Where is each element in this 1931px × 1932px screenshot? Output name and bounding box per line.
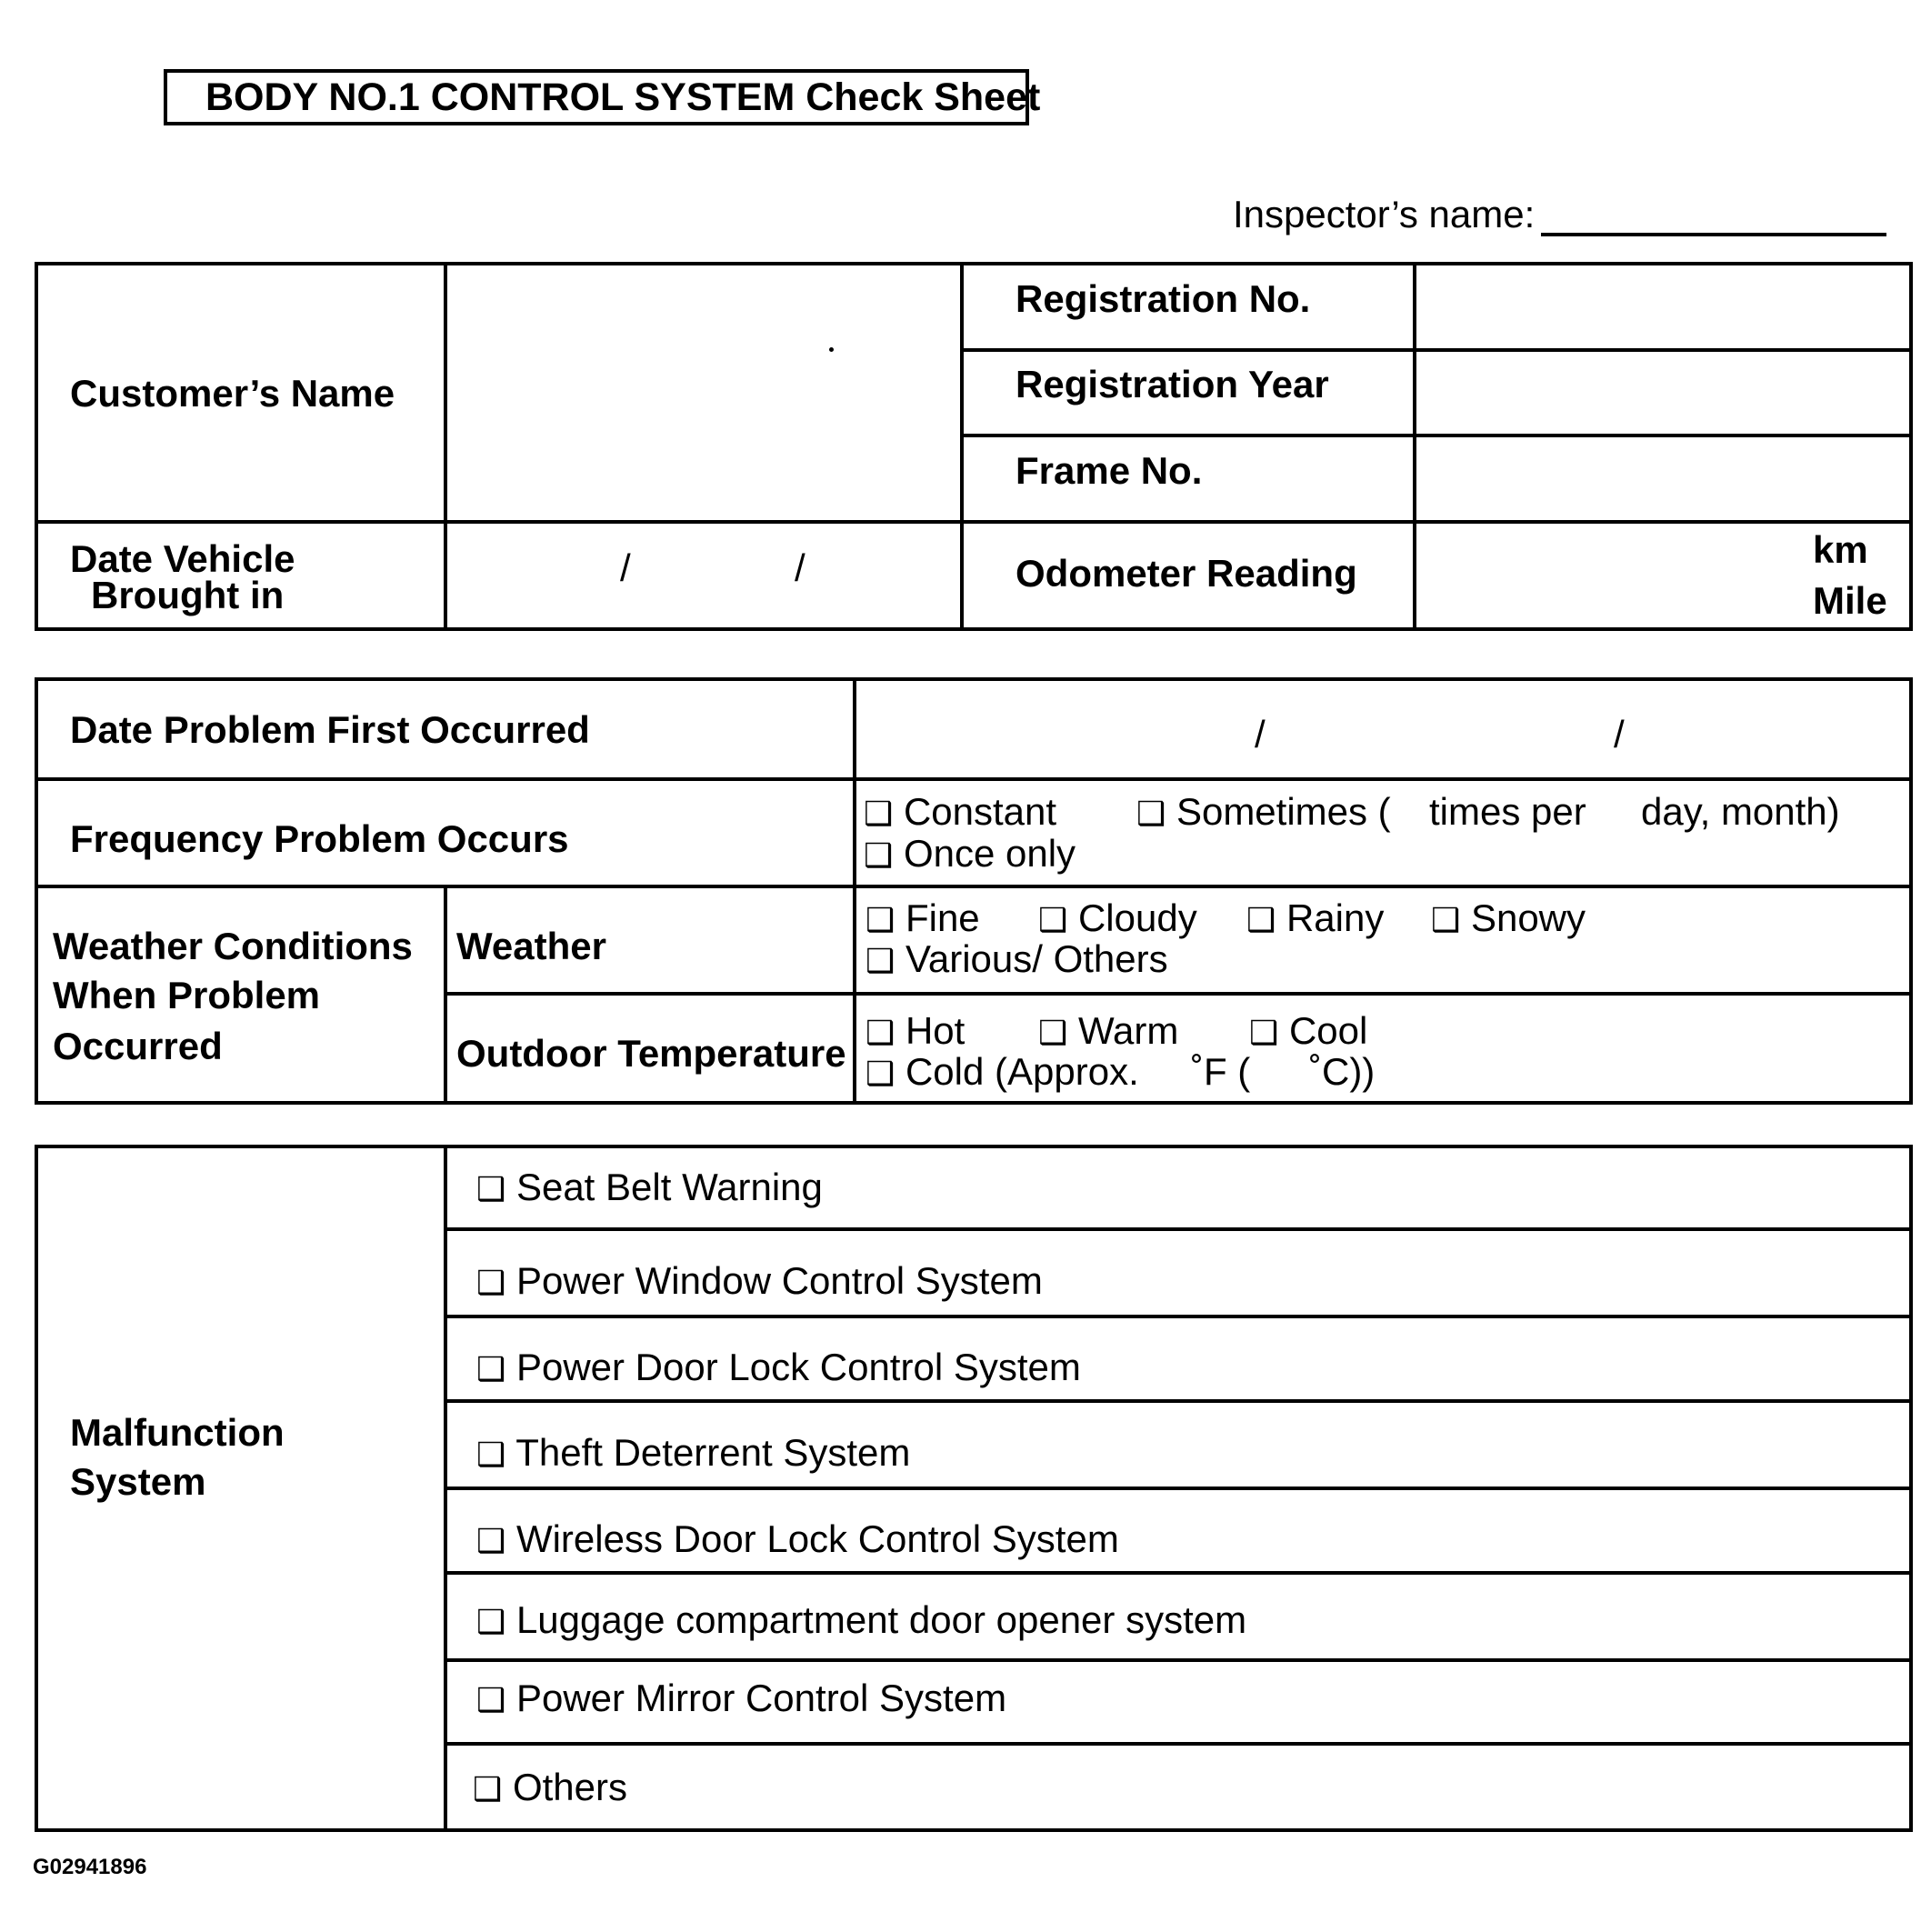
divider	[444, 1742, 1913, 1746]
option-label: Wireless Door Lock Control System	[515, 1517, 1119, 1560]
freq-once-option[interactable]	[864, 833, 1076, 875]
weather-conditions-label-line2: When Problem	[53, 974, 321, 1016]
registration-no-field[interactable]	[1416, 265, 1911, 347]
registration-year-label: Registration Year	[1016, 363, 1329, 405]
option-label: Others	[512, 1766, 627, 1808]
option-label: Seat Belt Warning	[515, 1166, 823, 1208]
frequency-label: Frequency Problem Occurs	[70, 817, 569, 860]
option-label: Warm	[1077, 1009, 1179, 1052]
odometer-label: Odometer Reading	[1016, 552, 1357, 595]
option-label: Snowy	[1470, 896, 1586, 939]
odometer-field[interactable]	[1416, 524, 1911, 627]
inspector-name-field[interactable]	[1541, 233, 1886, 236]
checkbox-icon[interactable]: ❑	[476, 1350, 506, 1387]
temperature-options	[856, 996, 1911, 1101]
temp-cool-option[interactable]	[1249, 1010, 1367, 1052]
divider	[444, 1399, 1913, 1403]
option-label: Fine	[905, 896, 980, 939]
registration-year-field[interactable]	[1416, 352, 1911, 433]
inspector-name-label: Inspector’s name:	[1233, 193, 1536, 235]
option-label: Once only	[903, 832, 1076, 875]
divider	[444, 1227, 1913, 1231]
outdoor-temperature-label: Outdoor Temperature	[456, 1032, 846, 1075]
freq-constant-option[interactable]	[864, 791, 1056, 833]
option-label: Theft Deterrent System	[515, 1431, 911, 1474]
unit-km: km	[1813, 528, 1868, 571]
customer-name-label: Customer’s Name	[70, 372, 395, 415]
checkbox-icon[interactable]: ❑	[476, 1681, 506, 1718]
divider	[960, 262, 964, 631]
checkbox-icon[interactable]: ❑	[1038, 1014, 1068, 1051]
checkbox-icon[interactable]: ❑	[865, 1055, 895, 1092]
option-label: Hot	[905, 1009, 966, 1052]
divider	[444, 1315, 1913, 1318]
weather-rainy-option[interactable]	[1246, 897, 1384, 939]
divider	[444, 1571, 1913, 1575]
checkbox-icon[interactable]: ❑	[1136, 795, 1166, 832]
page-title-text: BODY NO.1 CONTROL SYSTEM Check Sheet	[205, 75, 1041, 119]
date-separator: /	[1255, 713, 1266, 756]
option-label: Cloudy	[1077, 896, 1197, 939]
frame-no-field[interactable]	[1416, 437, 1911, 519]
option-label: Rainy	[1286, 896, 1385, 939]
malfunction-option-power-mirror[interactable]	[476, 1677, 1006, 1719]
temp-celsius-text: ˚C))	[1309, 1050, 1376, 1093]
checkbox-icon[interactable]: ❑	[1246, 901, 1276, 938]
temp-hot-option[interactable]	[865, 1010, 965, 1052]
option-label: Power Mirror Control System	[515, 1677, 1007, 1719]
unit-mile: Mile	[1813, 579, 1887, 622]
checkbox-icon[interactable]: ❑	[1431, 901, 1461, 938]
checkbox-icon[interactable]: ❑	[476, 1170, 506, 1207]
checkbox-icon[interactable]: ❑	[865, 942, 895, 979]
weather-fine-option[interactable]	[865, 897, 980, 939]
malfunction-label-line1: Malfunction	[70, 1411, 285, 1454]
option-label: Various/ Others	[905, 937, 1168, 980]
weather-cloudy-option[interactable]	[1038, 897, 1197, 939]
malfunction-label-line2: System	[70, 1460, 206, 1503]
date-separator: /	[620, 546, 631, 589]
option-label: Sometimes (	[1176, 790, 1391, 833]
freq-period-text: day, month)	[1641, 790, 1840, 833]
malfunction-option-power-door-lock[interactable]	[476, 1346, 1081, 1388]
option-label: Cool	[1288, 1009, 1368, 1052]
option-label: Luggage compartment door opener system	[515, 1598, 1247, 1641]
weather-label: Weather	[456, 925, 606, 967]
date-brought-field[interactable]	[447, 524, 958, 627]
freq-times-per-text: times per	[1429, 790, 1586, 833]
checkbox-icon[interactable]: ❑	[864, 836, 894, 874]
malfunction-option-others[interactable]	[473, 1767, 627, 1808]
date-first-occurred-field[interactable]	[856, 681, 1911, 776]
date-first-occurred-label: Date Problem First Occurred	[70, 708, 590, 751]
date-separator: /	[795, 546, 805, 589]
checkbox-icon[interactable]: ❑	[1249, 1014, 1279, 1051]
page-title	[164, 69, 1041, 125]
weather-conditions-label-line3: Occurred	[53, 1025, 223, 1067]
frame-no-label: Frame No.	[1016, 449, 1203, 492]
malfunction-option-luggage-opener[interactable]	[476, 1599, 1246, 1641]
checkbox-icon[interactable]: ❑	[865, 901, 895, 938]
freq-sometimes-option[interactable]	[1136, 791, 1391, 833]
option-label: Power Door Lock Control System	[515, 1346, 1081, 1388]
malfunction-option-theft-deterrent[interactable]	[476, 1432, 910, 1474]
divider	[444, 1487, 1913, 1490]
temp-cold-option[interactable]	[865, 1051, 1139, 1093]
weather-conditions-label-line1: Weather Conditions	[53, 925, 413, 967]
checkbox-icon[interactable]: ❑	[1038, 901, 1068, 938]
option-label: Constant	[903, 790, 1057, 833]
checkbox-icon[interactable]: ❑	[476, 1264, 506, 1301]
malfunction-option-power-window[interactable]	[476, 1260, 1043, 1302]
option-label: Cold (Approx.	[905, 1050, 1139, 1093]
temp-fahrenheit-text: ˚F (	[1191, 1050, 1251, 1093]
weather-various-option[interactable]	[865, 938, 1168, 980]
checkbox-icon[interactable]: ❑	[476, 1436, 506, 1473]
checkbox-icon[interactable]: ❑	[864, 795, 894, 832]
weather-options	[856, 888, 1911, 990]
date-brought-label-line2: Brought in	[91, 574, 285, 616]
option-label: Power Window Control System	[515, 1259, 1043, 1302]
stray-dot	[829, 347, 834, 352]
weather-snowy-option[interactable]	[1431, 897, 1586, 939]
checkbox-icon[interactable]: ❑	[473, 1770, 503, 1807]
registration-no-label: Registration No.	[1016, 277, 1311, 320]
frequency-options	[856, 781, 1911, 883]
malfunction-option-seat-belt[interactable]	[476, 1166, 823, 1208]
checkbox-icon[interactable]: ❑	[476, 1603, 506, 1640]
checkbox-icon[interactable]: ❑	[476, 1522, 506, 1559]
divider	[444, 1658, 1913, 1662]
checkbox-icon[interactable]: ❑	[865, 1014, 895, 1051]
date-brought-label-line1: Date Vehicle	[70, 537, 295, 580]
figure-code: G02941896	[33, 1855, 147, 1879]
date-separator: /	[1614, 713, 1625, 756]
malfunction-option-wireless-door-lock[interactable]	[476, 1518, 1119, 1560]
temp-warm-option[interactable]	[1038, 1010, 1178, 1052]
customer-name-field[interactable]	[447, 265, 958, 518]
